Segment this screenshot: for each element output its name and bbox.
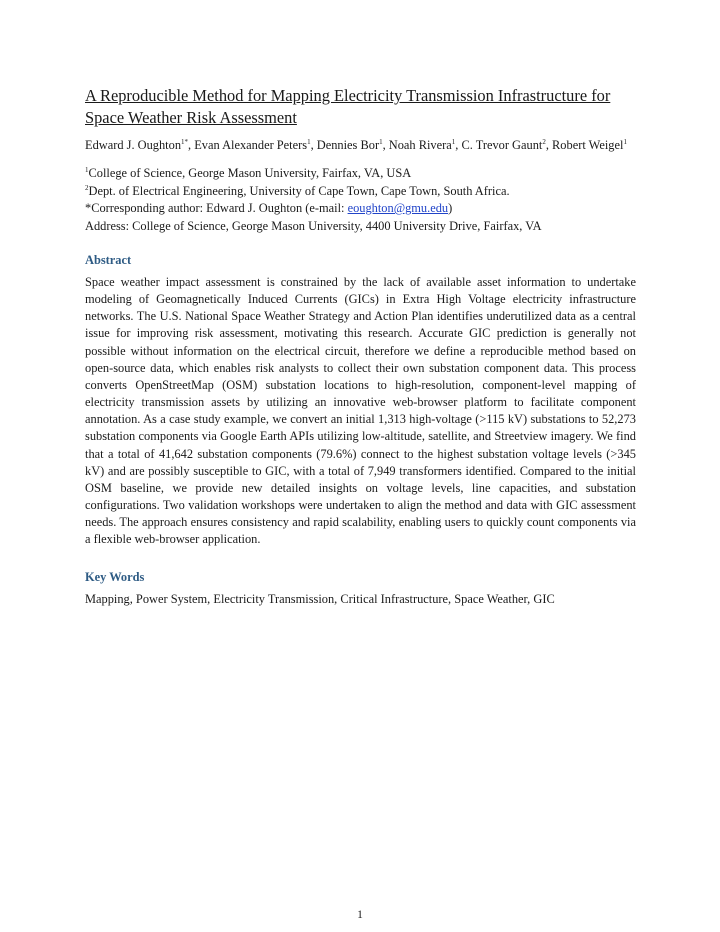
- keywords-heading: Key Words: [85, 569, 145, 584]
- affiliation-text: College of Science, George Mason University, Fairfax, VA, USA: [88, 166, 412, 180]
- author-affiliation-mark: 1: [623, 137, 627, 146]
- author: [317, 138, 389, 152]
- author-list: [85, 137, 636, 154]
- address-line: Address: College of Science, George Mason University, 4400 University Drive, Fairfax, VA: [85, 218, 542, 233]
- author-separator: ,: [545, 138, 553, 152]
- author: [552, 138, 627, 152]
- corresponding-suffix: ): [448, 201, 453, 215]
- affiliation-mark: 1: [85, 165, 89, 174]
- abstract-heading: Abstract: [85, 253, 132, 267]
- author-separator: ,: [310, 138, 317, 152]
- author-name: Evan Alexander Peters: [194, 138, 308, 152]
- affiliation-text: Dept. of Electrical Engineering, University of Cape Town, Cape Town, South Africa.: [88, 183, 510, 198]
- author: [389, 138, 462, 152]
- paper-page: [85, 85, 636, 608]
- author-separator: ,: [382, 138, 389, 152]
- affiliation-mark: 2: [85, 183, 89, 192]
- author: [194, 138, 317, 152]
- corresponding-prefix: *Corresponding author: Edward J. Oughton (e-mail:: [85, 201, 348, 215]
- author-name: Noah Rivera: [388, 138, 452, 152]
- affiliation-block: [85, 165, 636, 235]
- author-affiliation-mark: 2: [542, 137, 546, 146]
- keywords-text: Mapping, Power System, Electricity Transmission, Critical Infrastructure, Space Weather, GIC: [85, 591, 555, 606]
- abstract-text: Space weather impact assessment is constrained by the lack of available asset information to undertake modeling of Geomagnetically Induced Currents (GICs) in Extra High Voltage electricity infrastructure networks. The U.S. National Space Weather Strategy and Action Plan identifies underutilized data as a central issue for improving risk assessment, motivating this research. Accurate GIC prediction is generally not possible without information on the electrical circuit, therefore we define a reproducible method based on open-source data, which enables risk analysts to collect their own substation component data. This process converts OpenStreetMap (OSM) substation locations to high-resolution, component-level mapping of electricity transmission assets by utilizing an innovative web-browser platform to facilitate component annotation. As a case study example, we convert an initial 1,313 high-voltage (>115 kV) substations to 52,273 substation components via Google Earth APIs utilizing low-altitude, satellite, and Streetview imagery. We find that a total of 41,642 substation components (79.6%) connect to the highest substation voltage levels (>345 kV) and are possibly susceptible to GIC, with a total of 7,949 transformers identified. Compared to the initial OSM baseline, we provide new detailed insights on voltage levels, line capacities, and substation configurations. Two validation workshops were undertaken to align the method and data with GIC assessment needs. The approach ensures consistency and rapid scalability, enabling users to quickly count components via a flexible web-browser application.: [85, 275, 636, 547]
- corresponding-author: [85, 200, 636, 218]
- author-separator: ,: [455, 138, 462, 152]
- author-affiliation-mark: 1: [451, 137, 456, 146]
- author: [461, 138, 552, 152]
- author: [85, 138, 194, 152]
- author-affiliation-mark: 1*: [181, 137, 189, 146]
- page-number: 1: [357, 909, 363, 921]
- paper-title: A Reproducible Method for Mapping Electricity Transmission Infrastructure for Space Weather Risk Assessment: [85, 86, 611, 127]
- author-name: C. Trevor Gaunt: [461, 138, 543, 152]
- author-affiliation-mark: 1: [379, 137, 383, 146]
- author-name: Dennies Bor: [316, 138, 380, 152]
- author-separator: ,: [188, 138, 195, 152]
- affiliation-2: [85, 183, 636, 201]
- author-affiliation-mark: 1: [307, 137, 311, 146]
- author-name: Edward J. Oughton: [85, 138, 182, 152]
- affiliation-1: [85, 165, 636, 183]
- email-link[interactable]: eoughton@gmu.edu: [347, 201, 449, 215]
- author-name: Robert Weigel: [552, 138, 624, 152]
